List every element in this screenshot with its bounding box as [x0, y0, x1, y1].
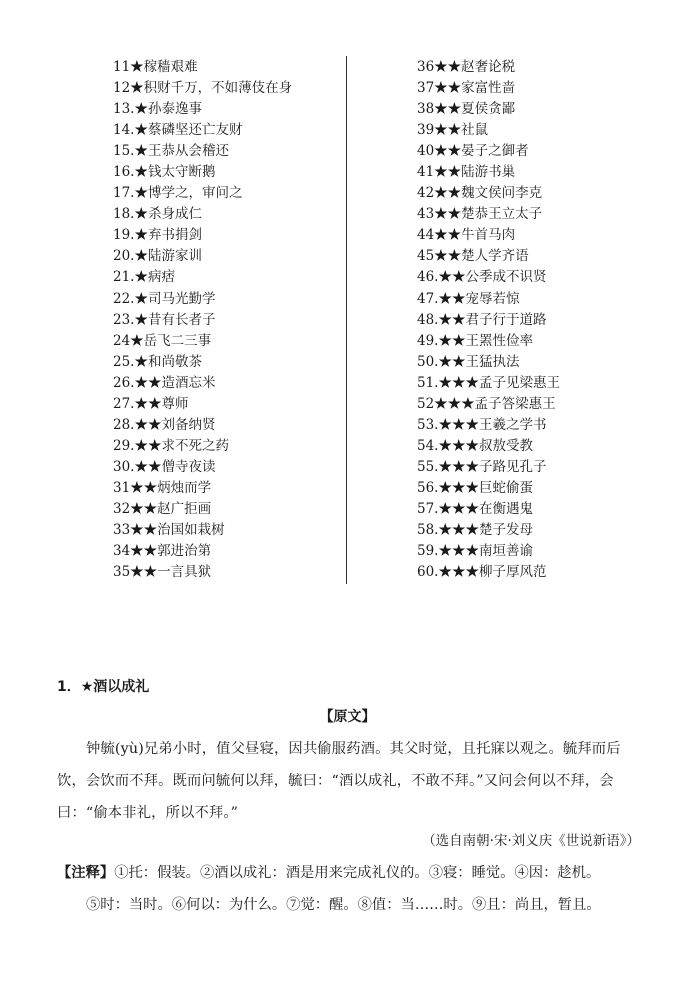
toc-item: 37★★家富性啬 — [417, 80, 516, 97]
toc-item: 54.★★★叔敖受教 — [417, 437, 533, 454]
toc-item: 35★★一言具狱 — [113, 564, 212, 581]
toc-item: 45★★楚人学齐语 — [417, 248, 529, 265]
toc-column-left — [113, 57, 292, 583]
toc-item: 30.★★僧寺夜读 — [113, 458, 216, 475]
toc-item: 42★★魏文侯问李克 — [417, 185, 543, 202]
annotations-line-2: ⑤时：当时。⑥何以：为什么。⑦觉：醒。⑧值：当……时。⑨且：尚且，暂且。 — [86, 897, 601, 913]
toc-item: 32★★赵广拒画 — [113, 500, 212, 517]
toc-item: 60.★★★柳子厚风范 — [417, 564, 547, 581]
toc-item: 39★★社鼠 — [417, 122, 489, 139]
section-heading: 1．★酒以成礼 — [57, 679, 150, 695]
toc-item: 48.★★君子行于道路 — [417, 311, 547, 328]
toc-item: 20.★陆游家训 — [113, 248, 202, 265]
annotations-text-1: ①托：假装。②酒以成礼：酒是用来完成礼仪的。③寝：睡觉。④因：趁机。 — [114, 865, 601, 881]
toc-item: 18.★杀身成仁 — [113, 206, 202, 223]
toc-item: 14.★蔡磷坚还亡友财 — [113, 122, 243, 139]
annotations-label: 【注释】 — [57, 865, 115, 881]
table-of-contents — [0, 57, 695, 587]
toc-item: 53.★★★王羲之学书 — [417, 416, 547, 433]
toc-item: 47.★★宠辱若惊 — [417, 290, 520, 307]
toc-item: 19.★弃书捐剑 — [113, 227, 202, 244]
toc-item: 36★★赵奢论税 — [417, 59, 516, 75]
toc-item: 15.★王恭从会稽还 — [113, 143, 229, 160]
toc-item: 11★稼穑艰难 — [113, 59, 198, 75]
toc-item: 49.★★王罴性俭率 — [417, 332, 533, 349]
toc-item: 31★★炳烛而学 — [113, 479, 212, 496]
toc-item: 17.★博学之，审问之 — [113, 185, 243, 202]
toc-item: 40★★晏子之御者 — [417, 143, 529, 160]
toc-item: 38★★夏侯贪鄙 — [417, 101, 516, 118]
toc-item: 21.★病痞 — [113, 269, 175, 286]
toc-item: 46.★★公季成不识贤 — [417, 269, 547, 286]
toc-column-right — [417, 57, 560, 583]
toc-item: 51.★★★孟子见梁惠王 — [417, 374, 560, 391]
toc-item: 59.★★★南垣善谕 — [417, 543, 533, 560]
toc-item: 43★★楚恭王立太子 — [417, 206, 543, 223]
toc-item: 58.★★★楚子发母 — [417, 522, 533, 539]
source-citation: （选自南朝·宋·刘义庆《世说新语》） — [422, 833, 640, 849]
toc-item: 13.★孙泰逸事 — [113, 101, 202, 118]
toc-item: 12★积财千万，不如薄伎在身 — [113, 80, 293, 97]
toc-item: 27.★★尊师 — [113, 395, 189, 412]
toc-item: 22.★司马光勤学 — [113, 290, 216, 307]
toc-item: 57.★★★在衡遇鬼 — [417, 500, 533, 517]
toc-item: 29.★★求不死之药 — [113, 437, 229, 454]
toc-item: 28.★★刘备纳贤 — [113, 416, 216, 433]
toc-item: 44★★牛首马肉 — [417, 227, 516, 244]
original-text-heading: 【原文】 — [319, 709, 376, 725]
toc-item: 33★★治国如栽树 — [113, 522, 225, 539]
annotations-block — [57, 857, 641, 921]
original-text-paragraph: 钟毓(yù)兄弟小时，值父昼寝，因共偷服药酒。其父时觉，且托寐以观之。毓拜而后饮，会饮而不拜。既而问毓何以拜，毓曰：“酒以成礼，不敢不拜。”又问会何以不拜，会曰：“偷本非礼，所以不拜。” — [57, 741, 621, 821]
toc-item: 25.★和尚敬茶 — [113, 353, 202, 370]
toc-item: 23.★昔有长者子 — [113, 311, 216, 328]
column-divider — [346, 56, 347, 584]
toc-item: 56.★★★巨蛇偷蛋 — [417, 479, 533, 496]
toc-item: 50.★★王猛执法 — [417, 353, 520, 370]
toc-item: 41★★陆游书巢 — [417, 164, 516, 181]
toc-item: 16.★钱太守断鹅 — [113, 164, 216, 181]
toc-item: 55.★★★子路见孔子 — [417, 458, 547, 475]
toc-item: 24★岳飞二三事 — [113, 332, 212, 349]
annotations-line-1 — [57, 857, 641, 889]
toc-item: 26.★★造酒忘米 — [113, 374, 216, 391]
toc-item: 34★★郭进治第 — [113, 543, 212, 560]
toc-item: 52★★★孟子答梁惠王 — [417, 395, 556, 412]
